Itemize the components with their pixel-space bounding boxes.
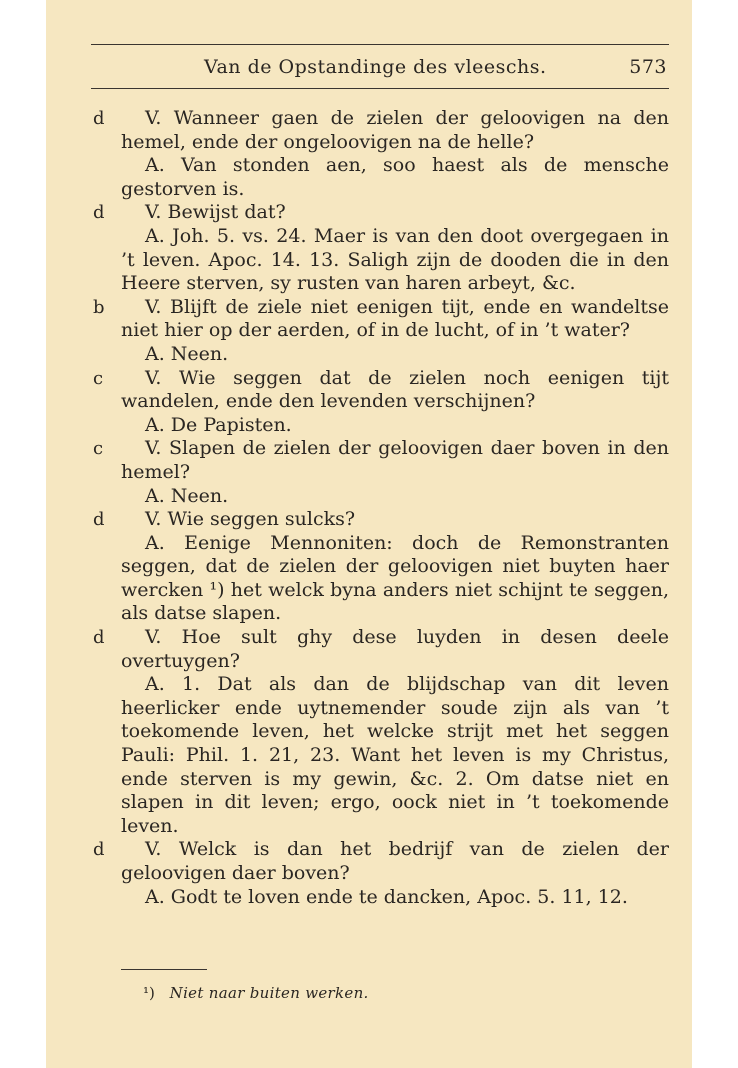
answer-1: A. Van stonden aen, soo haest als de mensche gestorven is. — [121, 154, 669, 200]
margin-letter: b — [93, 296, 105, 318]
margin-letter: d — [93, 202, 105, 224]
question-1: d V. Wanneer gaen de zielen der geloovigen na den hemel, ende der ongeloovigen na de helle? — [93, 107, 669, 153]
page-number: 573 — [629, 56, 667, 78]
header-top-rule — [91, 44, 669, 45]
answer-3: A. Neen. — [145, 342, 229, 365]
margin-letter: c — [93, 367, 104, 389]
footnote — [143, 984, 369, 1002]
margin-letter: c — [93, 438, 104, 460]
answer-6: A. Eenige Mennoniten: doch de Remonstranten seggen, dat de zielen der geloovigen niet buyten haer wercken ¹) het welck byna anders niet schijnt te seggen, als datse slapen. — [121, 531, 669, 625]
running-title: Van de Opstandinge des vleeschs. — [204, 56, 547, 78]
margin-letter: d — [93, 509, 105, 531]
footnote-rule — [121, 969, 207, 970]
answer-7: A. 1. Dat als dan de blijdschap van dit leven heerlicker ende uytnemender soude zijn als van ’t toekomende leven, het welcke strijt met het seggen Pauli: Phil. 1. 21, 23. Want het leven is my Christus, ende sterven is my gewin, &c. 2. Om datse niet en slapen in dit leven; ergo, oock niet in ’t toekomende leven. — [121, 673, 669, 837]
answer-2: A. Joh. 5. vs. 24. Maer is van den doot overgegaen in ’t leven. Apoc. 14. 13. Saligh zijn de dooden die in den Heere sterven, sy rusten van haren arbeyt, &c. — [121, 224, 669, 295]
footnote-mark: ¹) — [143, 984, 155, 1002]
answer-4: A. De Papisten. — [145, 413, 292, 436]
question-5: c V. Slapen de zielen der geloovigen daer boven in den hemel? — [93, 437, 669, 483]
running-header — [91, 56, 669, 82]
question-7: d V. Hoe sult ghy dese luyden in desen deele overtuygen? — [93, 626, 669, 672]
question-2: d V. Bewijst dat? — [93, 201, 286, 224]
footnote-text: Niet naar buiten werken. — [169, 984, 369, 1002]
answer-5: A. Neen. — [145, 484, 229, 507]
margin-letter: d — [93, 839, 105, 861]
question-4: c V. Wie seggen dat de zielen noch eenigen tijt wandelen, ende den levenden verschijnen? — [93, 366, 669, 413]
margin-letter: d — [93, 108, 105, 129]
catechism-text — [93, 107, 669, 909]
question-8: d V. Welck is dan het bedrijf van de zielen der geloovigen daer boven? — [93, 838, 669, 884]
question-3: b V. Blijft de ziele niet eenigen tijt, ende en wandeltse niet hier op der aerden, of in de lucht, of in ’t water? — [93, 295, 669, 342]
answer-8: A. Godt te loven ende te dancken, Apoc. 5. 11, 12. — [145, 885, 628, 908]
question-6: d V. Wie seggen sulcks? — [93, 508, 356, 531]
footnote-reference: ¹) — [209, 578, 225, 601]
margin-letter: d — [93, 627, 105, 649]
header-bottom-rule — [91, 88, 669, 89]
